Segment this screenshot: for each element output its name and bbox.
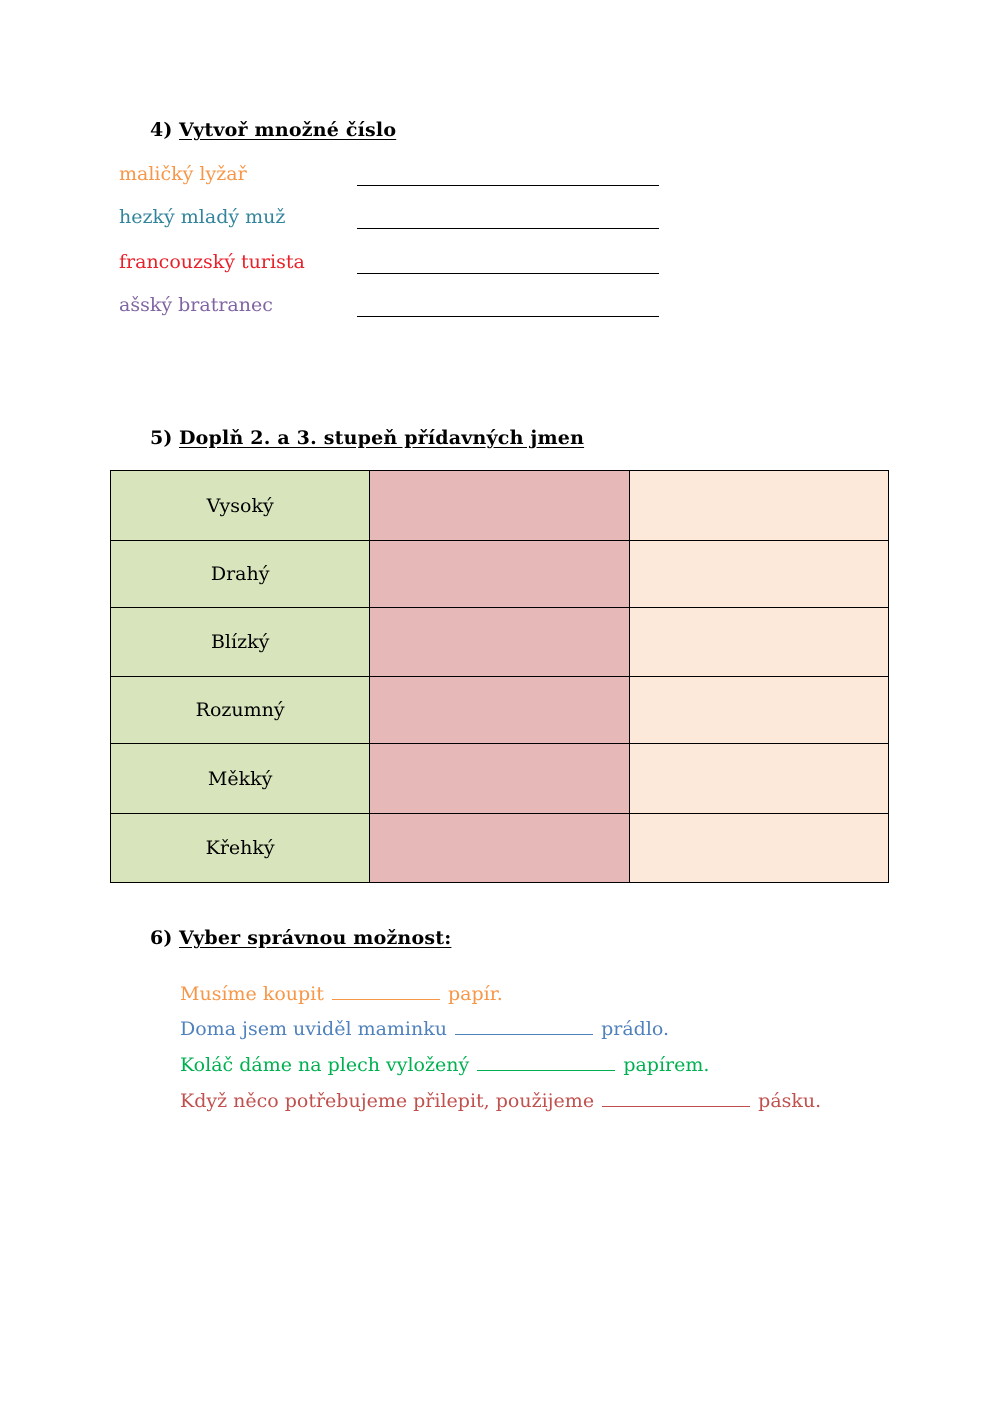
adjective-cell: Křehký xyxy=(111,814,370,883)
comparative-input-cell[interactable] xyxy=(370,608,629,677)
superlative-input-cell[interactable] xyxy=(629,744,888,814)
plural-exercise-row xyxy=(119,163,679,191)
answer-line[interactable] xyxy=(357,185,659,186)
superlative-input-cell[interactable] xyxy=(629,471,888,541)
answer-blank[interactable] xyxy=(332,981,440,1000)
section-6-title: Vyber správnou možnost: xyxy=(179,927,452,949)
table-row xyxy=(111,608,889,677)
section-4-number: 4) xyxy=(150,119,173,141)
sentence-start: Koláč dáme na plech vyložený xyxy=(180,1054,470,1076)
comparative-input-cell[interactable] xyxy=(370,744,629,814)
sentence-start: Musíme koupit xyxy=(180,983,324,1005)
sentence-end: pásku. xyxy=(758,1090,822,1112)
table-row xyxy=(111,814,889,883)
sentence xyxy=(180,1052,709,1076)
superlative-input-cell[interactable] xyxy=(629,677,888,744)
superlative-input-cell[interactable] xyxy=(629,608,888,677)
sentence-end: papír. xyxy=(447,983,503,1005)
sentence-end: papírem. xyxy=(623,1054,710,1076)
adjective-cell: Blízký xyxy=(111,608,370,677)
comparative-input-cell[interactable] xyxy=(370,471,629,541)
superlative-input-cell[interactable] xyxy=(629,541,888,608)
answer-blank[interactable] xyxy=(602,1088,750,1107)
plural-exercise-row xyxy=(119,206,679,234)
answer-line[interactable] xyxy=(357,316,659,317)
phrase-label: hezký mladý muž xyxy=(119,206,286,228)
comparative-input-cell[interactable] xyxy=(370,814,629,883)
adjective-cell: Rozumný xyxy=(111,677,370,744)
section-4-heading xyxy=(150,119,396,141)
adjective-cell: Vysoký xyxy=(111,471,370,541)
plural-exercise-row xyxy=(119,294,679,322)
answer-blank[interactable] xyxy=(455,1016,593,1035)
section-5-number: 5) xyxy=(150,427,173,449)
section-4-title: Vytvoř množné číslo xyxy=(179,119,397,141)
table-row xyxy=(111,677,889,744)
phrase-label: maličký lyžař xyxy=(119,163,247,185)
superlative-input-cell[interactable] xyxy=(629,814,888,883)
section-5-title: Doplň 2. a 3. stupeň přídavných jmen xyxy=(179,427,585,449)
sentence xyxy=(180,981,503,1005)
table-row xyxy=(111,744,889,814)
adjective-degrees-table xyxy=(110,470,889,883)
adjective-cell: Měkký xyxy=(111,744,370,814)
section-6-number: 6) xyxy=(150,927,173,949)
table-row xyxy=(111,541,889,608)
plural-exercise-row xyxy=(119,251,679,279)
sentence-end: prádlo. xyxy=(601,1018,670,1040)
table-row xyxy=(111,471,889,541)
phrase-label: ašský bratranec xyxy=(119,294,273,316)
comparative-input-cell[interactable] xyxy=(370,541,629,608)
answer-line[interactable] xyxy=(357,273,659,274)
sentence-start: Doma jsem uviděl maminku xyxy=(180,1018,447,1040)
answer-line[interactable] xyxy=(357,228,659,229)
sentence xyxy=(180,1088,821,1112)
sentence xyxy=(180,1016,669,1040)
sentence-start: Když něco potřebujeme přilepit, použijeme xyxy=(180,1090,595,1112)
section-5-heading xyxy=(150,427,584,449)
phrase-label: francouzský turista xyxy=(119,251,305,273)
comparative-input-cell[interactable] xyxy=(370,677,629,744)
adjective-cell: Drahý xyxy=(111,541,370,608)
answer-blank[interactable] xyxy=(477,1052,615,1071)
section-6-heading xyxy=(150,927,451,949)
